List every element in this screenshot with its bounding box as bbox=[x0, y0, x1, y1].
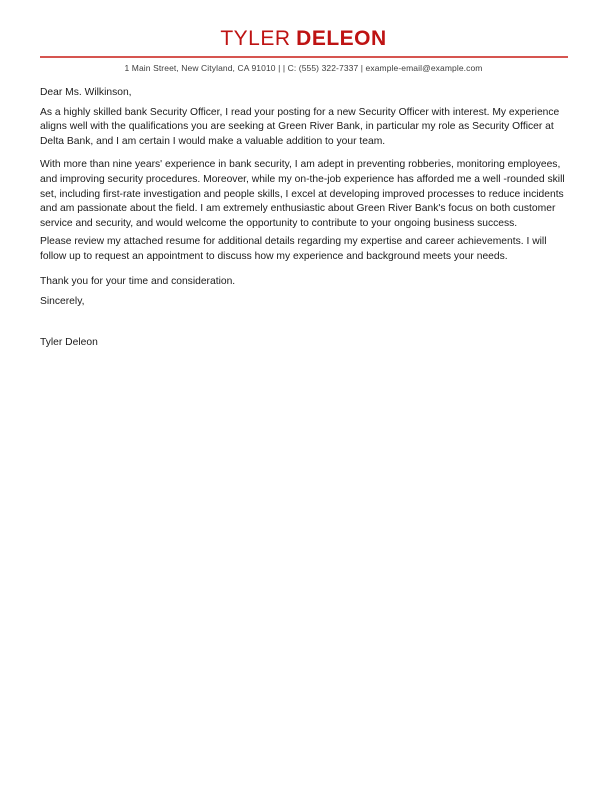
body-paragraph-3: Please review my attached resume for additional details regarding my expertise and career achievements. I will follow up to request an appointment to discuss how my experience and background meets your needs. bbox=[40, 236, 547, 262]
salutation: Dear Ms. Wilkinson, bbox=[40, 87, 132, 98]
contact-info-line: 1 Main Street, New Cityland, CA 91010 | | C: (555) 322-7337 | example-email@example.com bbox=[124, 63, 483, 73]
signature-name: Tyler Deleon bbox=[40, 336, 98, 348]
header-divider-rule bbox=[40, 56, 568, 58]
candidate-last-name: DELEON bbox=[296, 27, 387, 50]
candidate-first-name: TYLER bbox=[220, 27, 291, 50]
letter-header bbox=[0, 0, 607, 73]
candidate-name bbox=[0, 26, 607, 51]
valediction: Sincerely, bbox=[40, 296, 85, 308]
letter-body bbox=[40, 86, 567, 350]
closing-thanks-line: Thank you for your time and consideration. bbox=[40, 275, 236, 287]
body-paragraph-2: With more than nine years' experience in bank security, I am adept in preventing robberies, monitoring employees, and improving security procedures. Moreover, while my on-the-job experience has afforded me a well -rounded skill set, including first-rate investigation and people skills, I excel at developing improved processes to reduce incidents and am passionate about the field. I am extremely enthusiastic about Green River Bank's focus on both customer service and security, and would welcome the opportunity to contribute to your ongoing business success. bbox=[40, 159, 565, 229]
body-paragraph-1: As a highly skilled bank Security Officer, I read your posting for a new Security Officer with interest. My experience aligns well with the qualifications you are seeking at Green River Bank, in particular my role as Security Officer at Delta Bank, and I am certain I would make a valuable addition to your team. bbox=[40, 106, 560, 147]
